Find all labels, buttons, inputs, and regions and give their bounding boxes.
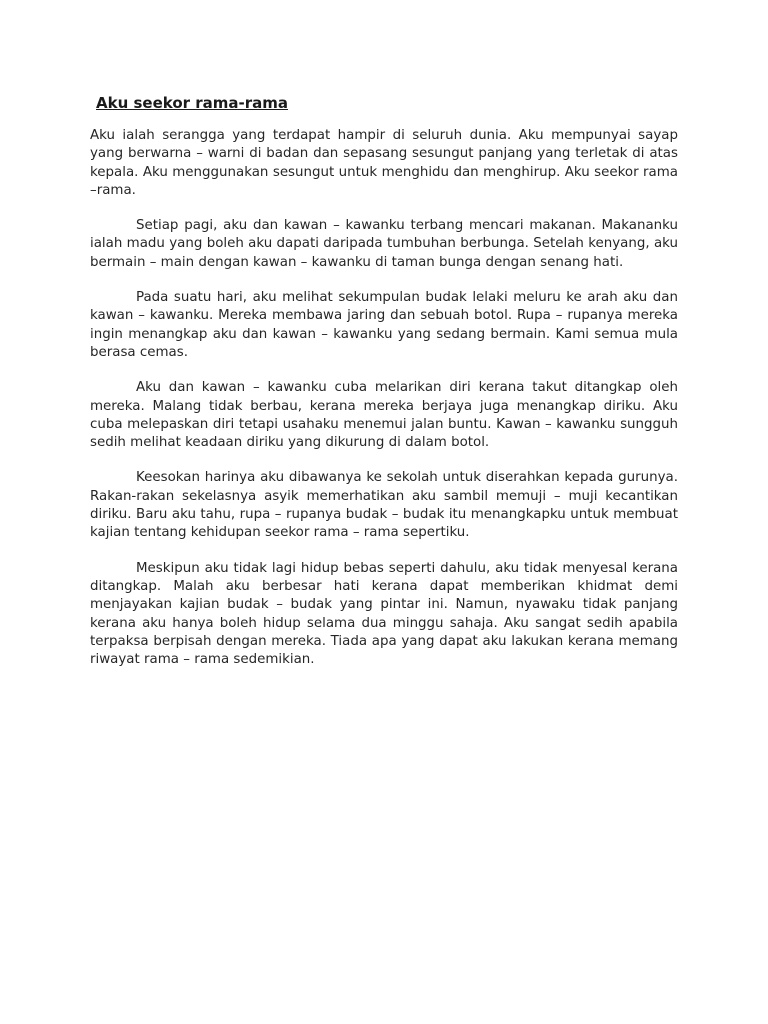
paragraph-3: Pada suatu hari, aku melihat sekumpulan budak lelaki meluru ke arah aku dan kawan – kawanku. Mereka membawa jaring dan sebuah botol. Rupa – rupanya mereka ingin menangkap aku dan kawan – kawanku yang sedang bermain. Kami semua mula berasa cemas. xyxy=(90,290,678,360)
paragraph-6: Meskipun aku tidak lagi hidup bebas seperti dahulu, aku tidak menyesal kerana ditangkap. Malah aku berbesar hati kerana dapat memberikan khidmat demi menjayakan kajian budak – budak yang pintar ini. Namun, nyawaku tidak panjang kerana aku hanya boleh hidup selama dua minggu sahaja. Aku sangat sedih apabila terpaksa berpisah dengan mereka. Tiada apa yang dapat aku lakukan kerana memang riwayat rama – rama sedemikian. xyxy=(90,560,678,668)
paragraph-5: Keesokan harinya aku dibawanya ke sekolah untuk diserahkan kepada gurunya. Rakan-rakan sekelasnya asyik memerhatikan aku sambil memuji – muji kecantikan diriku. Baru aku tahu, rupa – rupanya budak – budak itu menangkapku untuk membuat kajian tentang kehidupan seekor rama – rama sepertiku. xyxy=(90,470,678,541)
paragraph-2: Setiap pagi, aku dan kawan – kawanku terbang mencari makanan. Makananku ialah madu yang boleh aku dapati daripada tumbuhan berbunga. Setelah kenyang, aku bermain – main dengan kawan – kawanku di taman bunga dengan senang hati. xyxy=(90,218,678,270)
paragraph-1: Aku ialah serangga yang terdapat hampir di seluruh dunia. Aku mempunyai sayap yang berwarna – warni di badan dan sepasang sesungut panjang yang terletak di atas kepala. Aku menggunakan sesungut untuk menghidu dan menghirup. Aku seekor rama –rama. xyxy=(90,128,678,198)
paragraph-4: Aku dan kawan – kawanku cuba melarikan diri kerana takut ditangkap oleh mereka. Malang tidak berbau, kerana mereka berjaya juga menangkap diriku. Aku cuba melepaskan diri tetapi usahaku menemui jalan buntu. Kawan – kawanku sungguh sedih melihat keadaan diriku yang dikurung di dalam botol. xyxy=(90,380,678,451)
document-title: Aku seekor rama-rama xyxy=(96,94,289,112)
document-page xyxy=(90,93,678,686)
